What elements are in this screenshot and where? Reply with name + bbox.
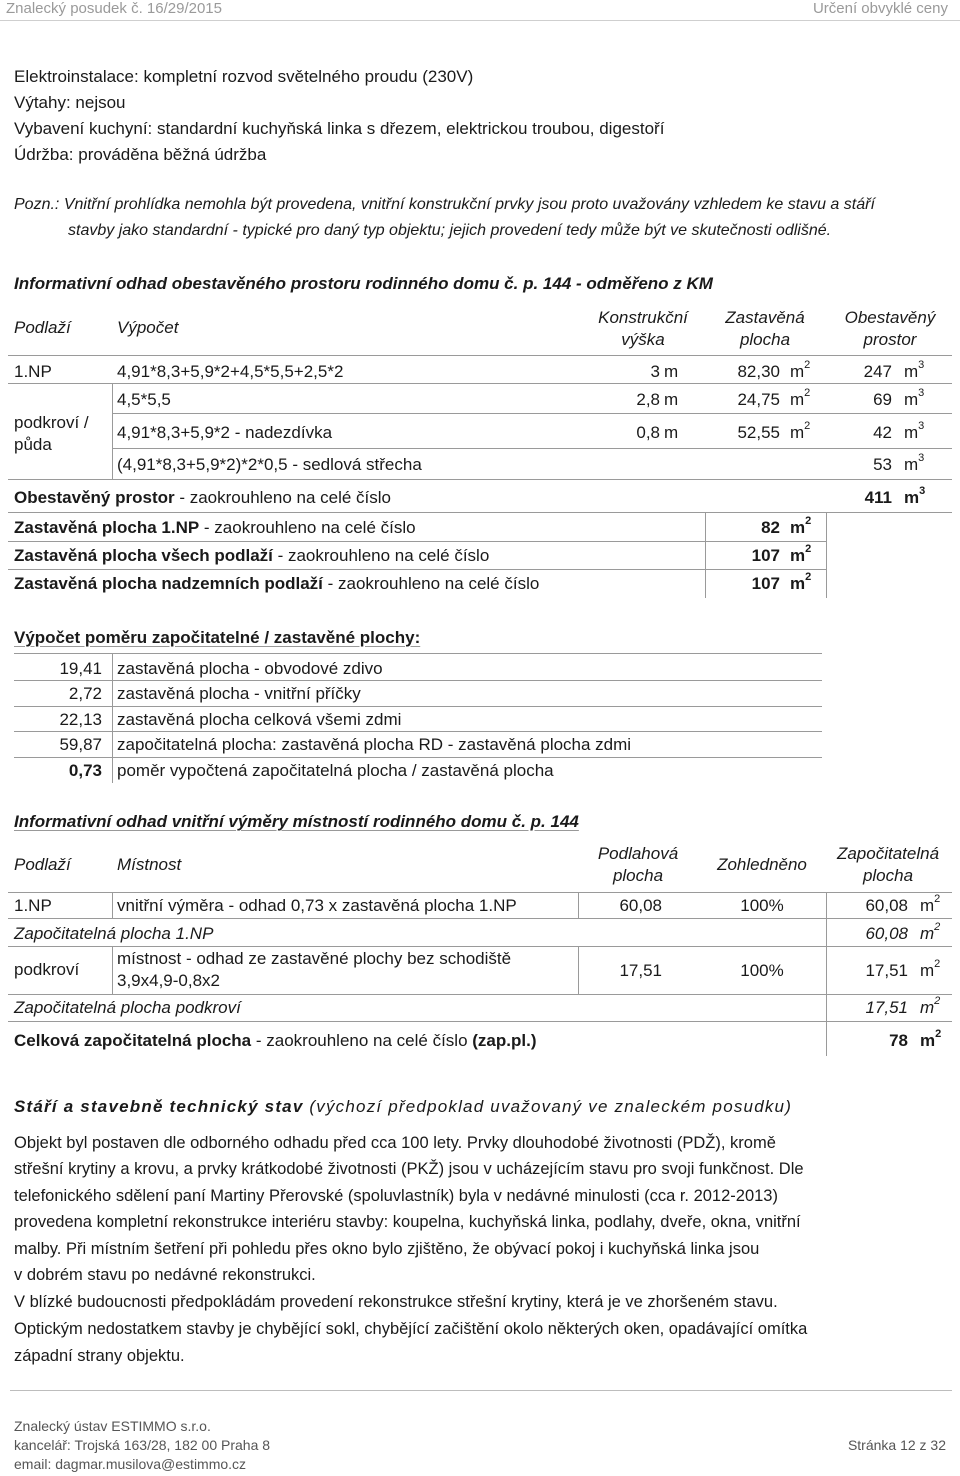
- vol-row-attic1-volume: 69: [873, 390, 892, 409]
- rooms-header-area-1: Podlahová: [597, 844, 679, 863]
- vol-header-volume-2: prostor: [863, 330, 917, 349]
- age-line-7: V blízké budoucnosti předpokládám provedení rekonstrukce střešní krytiny, která je ve zhoršeném stavu.: [14, 1293, 778, 1311]
- ratio-label-4: započitatelná plocha: zastavěná plocha RD - zastavěná plocha zdmi: [117, 735, 632, 754]
- volume-table-title: Informativní odhad obestavěného prostoru rodinného domu č. p. 144 - odměřeno z KM: [14, 274, 713, 293]
- rooms-vrule-b1: [578, 892, 579, 918]
- vol-row-1np-floor: 1.NP: [14, 362, 52, 381]
- vol-vrule-c: [826, 512, 827, 598]
- vol-row-attic3-calc: (4,91*8,3+5,9*2)*2*0,5 - sedlová střecha: [117, 455, 422, 474]
- vol-row-attic3-volume-unit: $m^3$: [904, 452, 925, 474]
- vol-row-attic2-height: 0,8: [636, 423, 660, 442]
- vol-row-attic2-height-unit: m: [664, 423, 679, 442]
- age-line-4: provedena kompletní rekonstrukce interiéru stavby: koupelna, kuchyňská linka, podlahy, dveře, okna, vnitřní: [14, 1213, 801, 1231]
- equipment-electro: Elektroinstalace: kompletní rozvod světelného proudu (230V): [14, 67, 474, 86]
- vol-header-volume-1: Obestavěný: [844, 308, 936, 327]
- rooms-sub1-unit: $m^2$: [920, 921, 941, 943]
- vol-total-built-above-value: 107: [751, 574, 780, 593]
- vol-rule-6: [8, 541, 826, 542]
- age-line-6: v dobrém stavu po nedávné rekonstrukci.: [14, 1266, 316, 1284]
- vol-total-volume-unit: $m^3$: [904, 485, 926, 507]
- vol-total-built-1np-unit: $m^2$: [790, 515, 812, 537]
- rooms-row1-unit: $m^2$: [920, 893, 941, 915]
- ratio-rule-1: [14, 680, 822, 681]
- vol-total-built-all-value: 107: [751, 546, 780, 565]
- vol-vrule-a: [112, 383, 113, 479]
- vol-header-floor: Podlaží: [14, 318, 71, 337]
- rooms-total: Celková započitatelná plocha - zaokrouhleno na celé číslo (zap.pl.): [14, 1031, 537, 1050]
- rooms-rule-2: [8, 946, 952, 947]
- rooms-row2-area: 17,51: [619, 961, 662, 980]
- vol-rule-4: [8, 479, 952, 480]
- ratio-label-3: zastavěná plocha celková všemi zdmi: [117, 710, 402, 729]
- footer-divider: [10, 1390, 952, 1391]
- vol-rule-3: [112, 448, 952, 449]
- vol-row-1np-area: 82,30: [737, 362, 780, 381]
- ratio-value-2: 2,72: [68, 684, 102, 703]
- vol-header-height-2: výška: [621, 330, 665, 349]
- vol-header-area-1: Zastavěná: [725, 308, 805, 327]
- vol-rule-1: [8, 383, 952, 384]
- vol-row-attic2-area-unit: $m^2$: [790, 420, 811, 442]
- rooms-vrule-a2: [112, 946, 113, 994]
- ratio-rule-3: [14, 731, 822, 732]
- rooms-header-room: Místnost: [117, 855, 182, 874]
- ratio-rule-4: [14, 757, 822, 758]
- vol-row-attic1-height: 2,8: [636, 390, 660, 409]
- footer-company: Znalecký ústav ESTIMMO s.r.o.: [14, 1418, 211, 1434]
- rooms-total-value: 78: [889, 1031, 908, 1050]
- age-line-5: malby. Při místním šetření při pohledu přes okno bylo zjištěno, že obývací pokoj i kuchyňská linka jsou: [14, 1240, 760, 1258]
- vol-rule-7: [8, 569, 826, 570]
- vol-row-attic1-volume-unit: $m^3$: [904, 387, 925, 409]
- vol-rule-header: [8, 355, 952, 356]
- rooms-row2-floor: podkroví: [14, 960, 80, 979]
- vol-header-height-1: Konstrukční: [598, 308, 688, 327]
- vol-attic-label-2: půda: [14, 435, 52, 454]
- rooms-rule-1: [8, 918, 952, 919]
- vol-row-1np-area-unit: $m^2$: [790, 359, 811, 381]
- ratio-value-3: 22,13: [59, 710, 102, 729]
- equipment-maintenance: Údržba: prováděna běžná údržba: [14, 145, 267, 164]
- rooms-vrule-c: [826, 892, 827, 1056]
- vol-total-built-1np-value: 82: [761, 518, 780, 537]
- rooms-rule-3: [8, 994, 952, 995]
- ratio-value-4: 59,87: [59, 735, 102, 754]
- rooms-rule-4: [8, 1021, 952, 1022]
- vol-row-attic1-calc: 4,5*5,5: [117, 390, 171, 409]
- rooms-rule-header: [8, 892, 952, 893]
- vol-total-built-1np: Zastavěná plocha 1.NP - zaokrouhleno na celé číslo: [14, 518, 416, 537]
- rooms-total-unit: $m^2$: [920, 1028, 942, 1050]
- rooms-sub2-label: Započitatelná plocha podkroví: [14, 998, 241, 1017]
- header-divider: [0, 20, 960, 21]
- vol-row-attic2-volume-unit: $m^3$: [904, 420, 925, 442]
- note-text-1: : Vnitřní prohlídka nemohla být provedena, vnitřní konstrukční prvky jsou proto uvažovány vzhledem ke stavu a stáří: [54, 196, 875, 213]
- rooms-header-considered: Zohledněno: [717, 855, 807, 874]
- note-line-1: [14, 196, 875, 214]
- vol-total-built-all: Zastavěná plocha všech podlaží - zaokrouhleno na celé číslo: [14, 546, 490, 565]
- ratio-rule-2: [14, 706, 822, 707]
- rooms-row1-area: 60,08: [619, 896, 662, 915]
- vol-row-1np-volume: 247: [863, 362, 892, 381]
- footer-page-number: Stránka 12 z 32: [847, 1437, 946, 1453]
- rooms-row2-countable: 17,51: [865, 961, 908, 980]
- rooms-row1-room: vnitřní výměra - odhad 0,73 x zastavěná plocha 1.NP: [117, 896, 517, 915]
- age-line-1: Objekt byl postaven dle odborného odhadu před cca 100 lety. Prvky dlouhodobé životnosti (PDŽ), kromě: [14, 1134, 776, 1152]
- vol-total-volume-value: 411: [864, 488, 892, 507]
- vol-row-attic3-volume: 53: [873, 455, 892, 474]
- rooms-header-area-2: plocha: [612, 866, 664, 885]
- vol-header-calc: Výpočet: [117, 318, 179, 337]
- vol-header-area-2: plocha: [739, 330, 791, 349]
- age-line-8: Optickým nedostatkem stavby je chybějící sokl, chybějící začištění okolo některých oken, opadávající omítka: [14, 1320, 808, 1338]
- equipment-lifts: Výtahy: nejsou: [14, 93, 126, 112]
- vol-row-1np-volume-unit: $m^3$: [904, 359, 925, 381]
- vol-attic-label-1: podkroví /: [14, 413, 89, 432]
- vol-row-attic1-area: 24,75: [737, 390, 780, 409]
- rooms-sub1-value: 60,08: [865, 924, 908, 943]
- vol-row-attic1-area-unit: $m^2$: [790, 387, 811, 409]
- footer-address: kancelář: Trojská 163/28, 182 00 Praha 8: [14, 1437, 271, 1453]
- rooms-row1-floor: 1.NP: [14, 896, 52, 915]
- rooms-row2-pct: 100%: [740, 961, 784, 980]
- rooms-header-countable-2: plocha: [862, 866, 914, 885]
- rooms-header-floor: Podlaží: [14, 855, 71, 874]
- vol-row-1np-height: 3: [650, 362, 660, 381]
- ratio-label-1: zastavěná plocha - obvodové zdivo: [117, 659, 383, 678]
- rooms-vrule-a1: [112, 892, 113, 918]
- rooms-table-title: Informativní odhad vnitřní výměry místností rodinného domu č. p. 144: [14, 812, 579, 831]
- header-left: Znalecký posudek č. 16/29/2015: [6, 0, 222, 17]
- rooms-row2-unit: $m^2$: [920, 958, 941, 980]
- vol-rule-2: [112, 413, 952, 414]
- ratio-value-1: 19,41: [59, 659, 102, 678]
- age-line-3: telefonického sdělení paní Martiny Přerovské (spoluvlastník) byla v nedávné minulosti (cca r. 2012-2013): [14, 1187, 778, 1205]
- rooms-row1-pct: 100%: [740, 896, 784, 915]
- vol-total-built-above-unit: $m^2$: [790, 571, 812, 593]
- ratio-rule-top: [14, 653, 822, 654]
- ratio-label-2: zastavěná plocha - vnitřní příčky: [117, 684, 361, 703]
- note-line-2: stavby jako standardní - typické pro daný typ objektu; jejich provedení tedy může být ve skutečnosti odlišné.: [68, 222, 832, 239]
- vol-total-built-above: Zastavěná plocha nadzemních podlaží - zaokrouhleno na celé číslo: [14, 574, 540, 593]
- rooms-sub2-unit: $m^2$: [920, 995, 941, 1017]
- footer-email: email: dagmar.musilova@estimmo.cz: [14, 1456, 247, 1472]
- age-line-9: západní strany objektu.: [14, 1347, 185, 1365]
- vol-row-1np-calc: 4,91*8,3+5,9*2+4,5*5,5+2,5*2: [117, 362, 344, 381]
- equipment-kitchen: Vybavení kuchyní: standardní kuchyňská linka s dřezem, elektrickou troubou, digestoří: [14, 119, 665, 138]
- rooms-header-countable-1: Započitatelná: [836, 844, 940, 863]
- vol-row-attic2-volume: 42: [873, 423, 892, 442]
- rooms-sub2-value: 17,51: [865, 998, 908, 1017]
- vol-row-attic2-calc: 4,91*8,3+5,9*2 - nadezdívka: [117, 423, 333, 442]
- ratio-vrule: [112, 653, 113, 783]
- rooms-vrule-b2: [578, 946, 579, 994]
- ratio-title: Výpočet poměru započitatelné / zastavěné plochy:: [14, 628, 421, 647]
- vol-row-attic2-area: 52,55: [737, 423, 780, 442]
- rooms-row2-room-2: 3,9x4,9-0,8x2: [117, 971, 221, 990]
- age-title: Stáří a stavebně technický stav (výchozí předpoklad uvažovaný ve znaleckém posudku): [14, 1097, 793, 1116]
- age-line-2: střešní krytiny a krovu, a prvky krátkodobé životnosti (PKŽ) jsou v ucházejícím stavu pro svoji funkčnost. Dle: [14, 1160, 804, 1178]
- note-label: Pozn.: [14, 196, 55, 213]
- header-right: Určení obvyklé ceny: [812, 0, 948, 17]
- vol-row-1np-height-unit: m: [664, 362, 679, 381]
- ratio-value-5: 0,73: [68, 761, 102, 780]
- vol-total-volume: Obestavěný prostor - zaokrouhleno na celé číslo: [14, 488, 392, 507]
- ratio-label-5: poměr vypočtená započitatelná plocha / zastavěná plocha: [117, 761, 554, 780]
- rooms-sub1-label: Započitatelná plocha 1.NP: [14, 924, 214, 943]
- vol-rule-5: [8, 512, 952, 513]
- vol-total-built-all-unit: $m^2$: [790, 543, 812, 565]
- vol-row-attic1-height-unit: m: [664, 390, 679, 409]
- rooms-row1-countable: 60,08: [865, 896, 908, 915]
- rooms-row2-room-1: místnost - odhad ze zastavěné plochy bez schodiště: [117, 949, 512, 968]
- vol-vrule-b: [705, 512, 706, 598]
